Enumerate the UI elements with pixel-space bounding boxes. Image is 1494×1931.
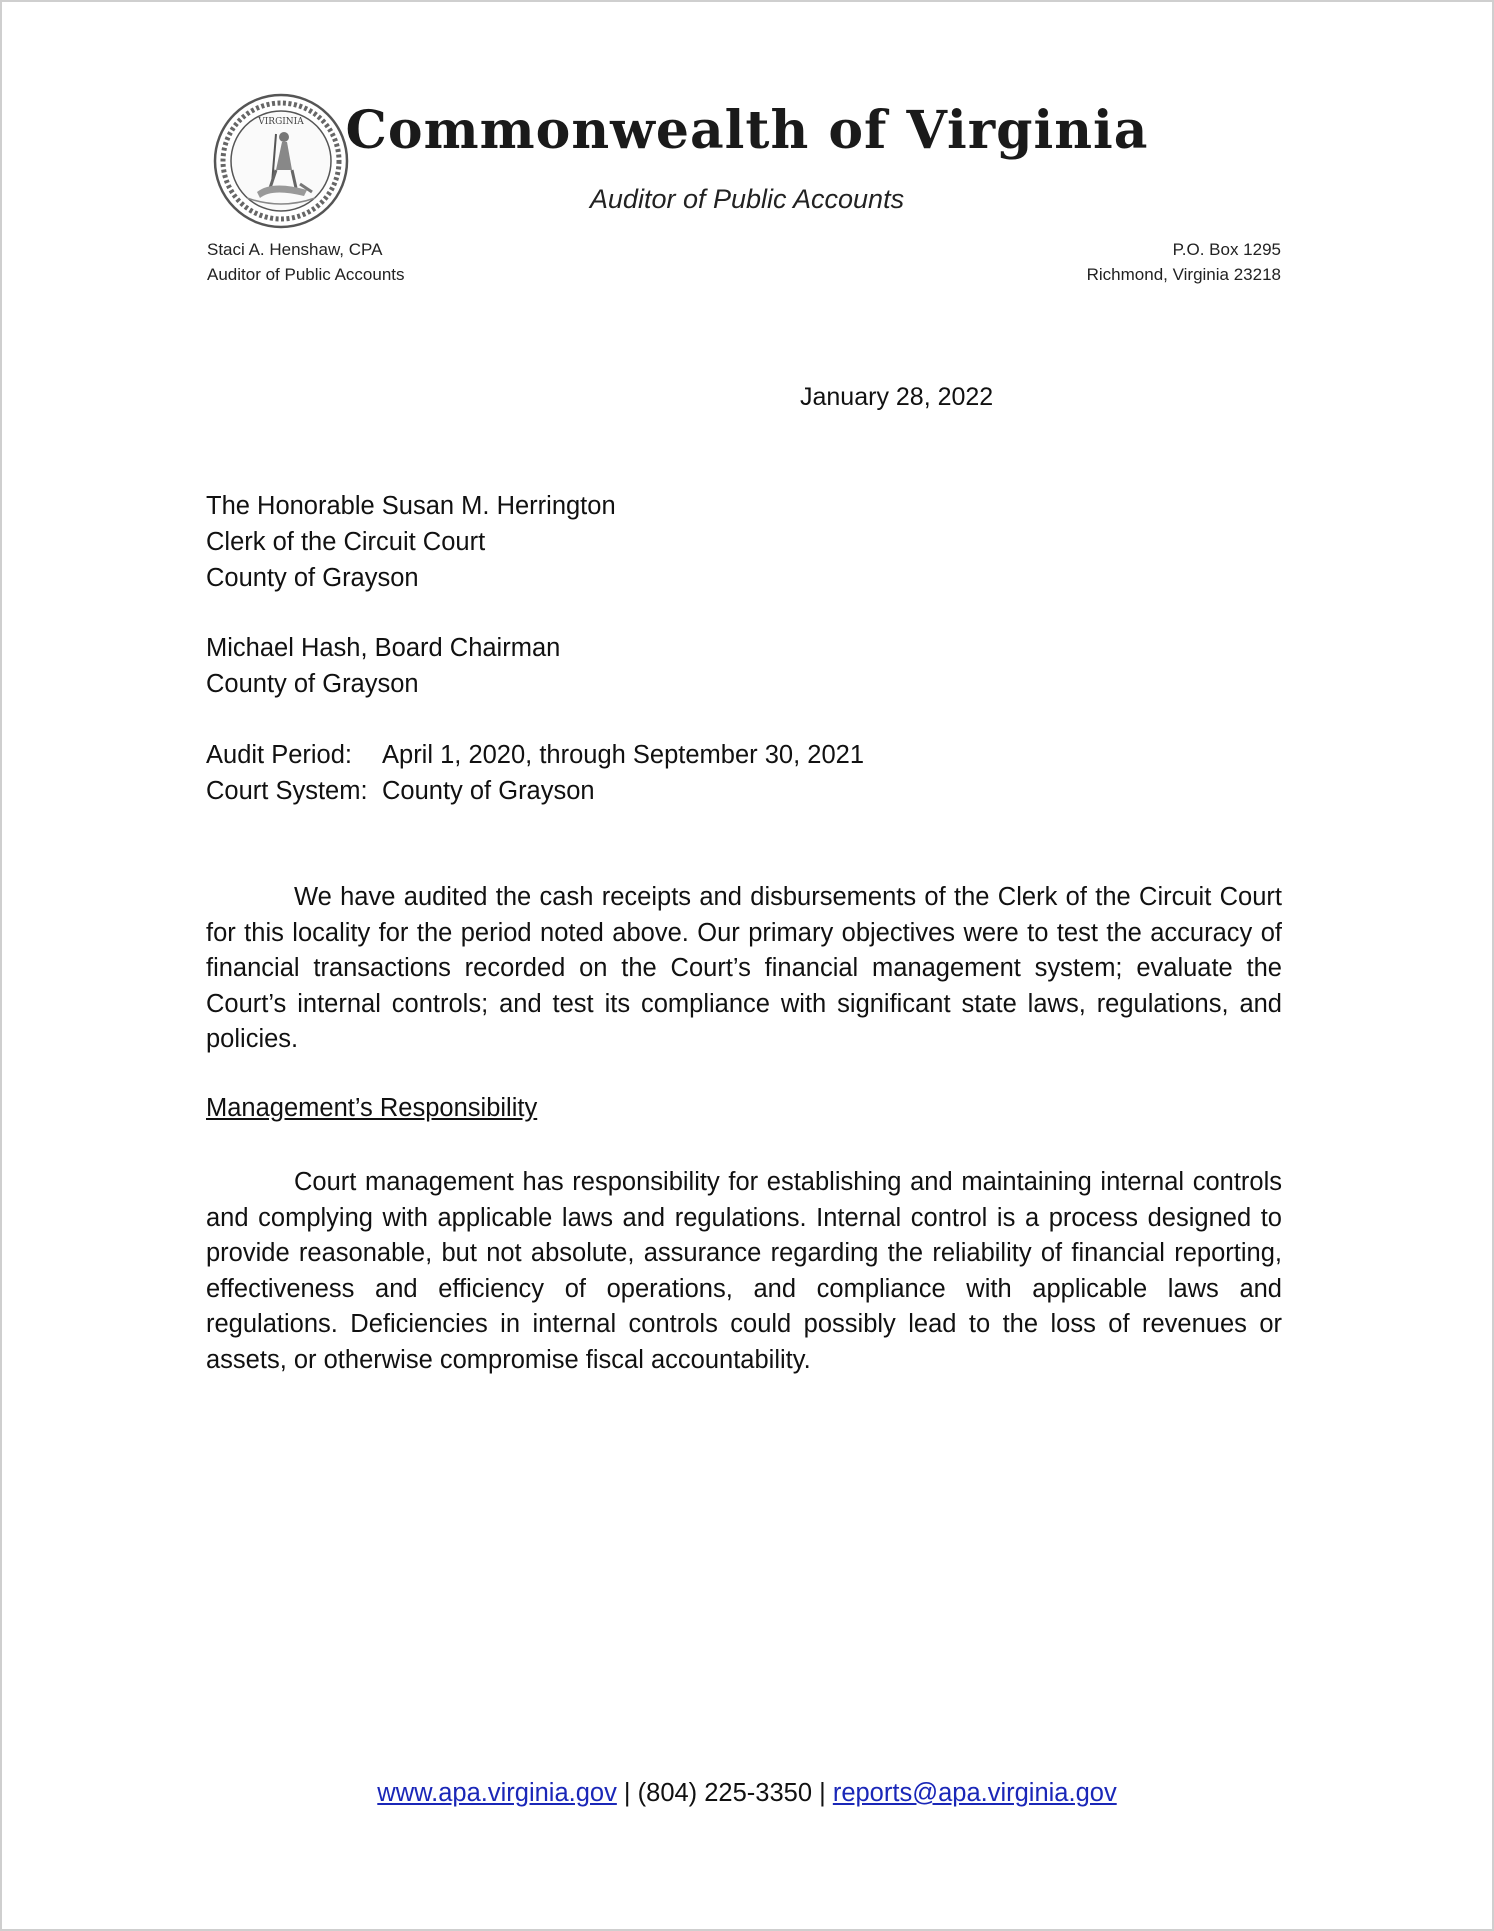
section-heading: Management’s Responsibility bbox=[206, 1094, 538, 1122]
court-system-label: Court System: bbox=[206, 777, 368, 805]
addressee-line-3: County of Grayson bbox=[206, 564, 419, 592]
letterhead-subtitle: Auditor of Public Accounts bbox=[589, 184, 905, 214]
body-paragraph-2 bbox=[206, 1165, 1282, 1379]
paragraph-1-text: We have audited the cash receipts and disbursements of the Clerk of the Circuit Court for this locality for the period noted above. Our primary objectives were to test the accuracy of financial transactions recorded on the Court’s financial management system; evaluate the Court’s internal controls; and test its compliance with significant state laws, regulations, and policies. bbox=[206, 883, 1282, 1054]
email-link[interactable]: reports@apa.virginia.gov bbox=[832, 1779, 1117, 1807]
chairman-line-1: Michael Hash, Board Chairman bbox=[206, 634, 561, 662]
sender-block bbox=[207, 237, 405, 287]
sender-title: Auditor of Public Accounts bbox=[207, 265, 405, 284]
footer-separator-1: | bbox=[616, 1779, 638, 1807]
body-paragraph-1 bbox=[206, 880, 1282, 1058]
chairman-block bbox=[206, 630, 560, 702]
paragraph-2-text: Court management has responsibility for establishing and maintaining internal controls and complying with applicable laws and regulations. Internal control is a process designed to provide reasonable, but not absolute, assurance regarding the reliability of financial reporting, effectiveness and efficiency of operations, and compliance with applicable laws and regulations. Deficiencies in internal controls could possibly lead to the loss of revenues or assets, or otherwise compromise fiscal accountability. bbox=[206, 1168, 1282, 1374]
sender-address-block bbox=[1087, 237, 1281, 287]
chairman-line-2: County of Grayson bbox=[206, 670, 419, 698]
footer bbox=[2, 1779, 1492, 1808]
audit-info-block bbox=[206, 737, 864, 809]
court-system-value: County of Grayson bbox=[382, 777, 595, 805]
sender-name: Staci A. Henshaw, CPA bbox=[207, 240, 383, 259]
website-link[interactable]: www.apa.virginia.gov bbox=[377, 1779, 617, 1807]
addressee-line-2: Clerk of the Circuit Court bbox=[206, 528, 486, 556]
addressee-block bbox=[206, 488, 616, 596]
address-line-2: Richmond, Virginia 23218 bbox=[1086, 265, 1281, 284]
audit-period-value: April 1, 2020, through September 30, 2021 bbox=[382, 741, 864, 769]
addressee-line-1: The Honorable Susan M. Herrington bbox=[206, 492, 616, 520]
letterhead-title: Commonwealth of Virginia bbox=[345, 100, 1149, 161]
seal-text: VIRGINIA bbox=[258, 117, 304, 127]
footer-separator-2: | bbox=[812, 1779, 833, 1807]
footer-phone: (804) 225-3350 bbox=[637, 1779, 813, 1807]
audit-period-label: Audit Period: bbox=[206, 741, 353, 769]
court-system-row bbox=[206, 773, 864, 809]
audit-period-row bbox=[206, 737, 864, 773]
address-line-1: P.O. Box 1295 bbox=[1172, 240, 1281, 259]
letter-date: January 28, 2022 bbox=[800, 383, 994, 411]
